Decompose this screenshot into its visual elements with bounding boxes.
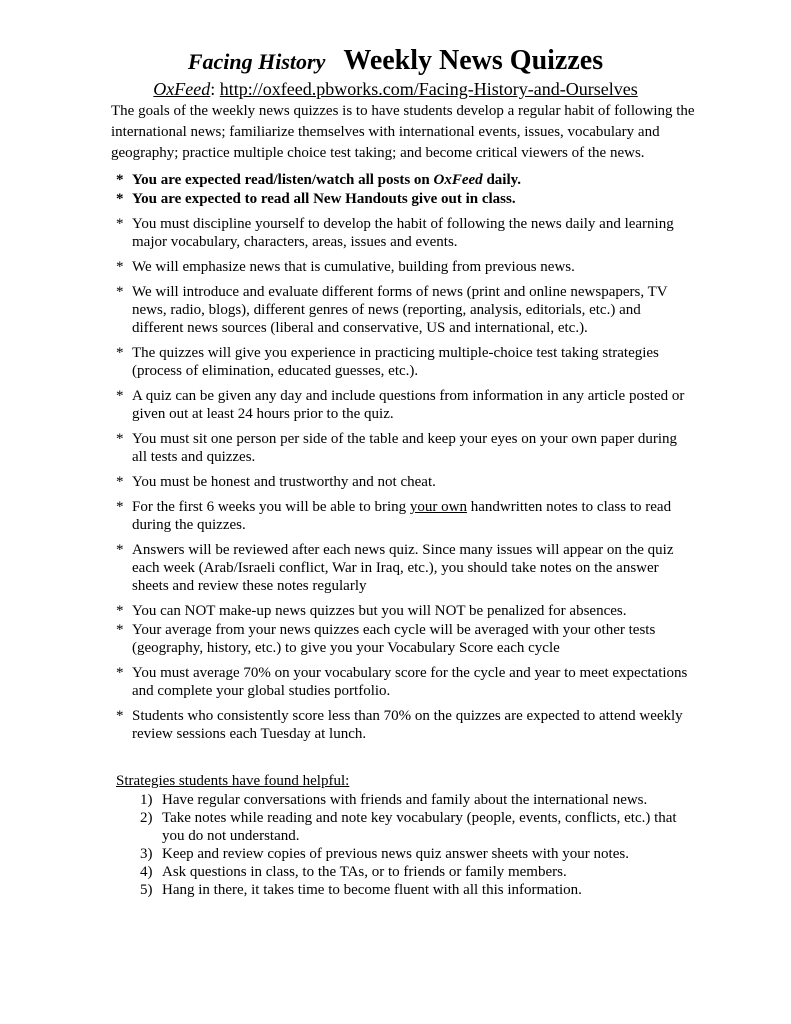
rule-text: We will introduce and evaluate different forms of news (print and online newspapers, TV news, radio, blogs), different genres of news (reporting, analysis, editorials, etc.) and different news sources (liberal and conservative, US and international, etc.).	[132, 284, 668, 336]
rule-text-before: You are expected read/listen/watch all posts on	[132, 172, 434, 188]
bullet-star: *	[116, 216, 124, 232]
strategies-list	[116, 791, 691, 899]
bullet-star: *	[116, 284, 124, 300]
rule-item	[116, 430, 691, 466]
bullet-star: *	[116, 542, 124, 558]
bullet-star: *	[116, 474, 124, 490]
strategy-number: 1)	[140, 792, 153, 808]
bullet-star: *	[116, 172, 124, 188]
strategy-number: 2)	[140, 810, 153, 826]
rule-text: You must average 70% on your vocabulary score for the cycle and year to meet expectations and complete your global studies portfolio.	[132, 665, 688, 699]
rule-item	[116, 387, 691, 423]
rule-text-after: handwritten notes to class to read during the quizzes.	[132, 499, 672, 533]
bullet-star: *	[116, 345, 124, 361]
rule-item	[116, 171, 691, 189]
strategy-item	[116, 809, 691, 845]
oxfeed-url-link[interactable]: http://oxfeed.pbworks.com/Facing-History-and-Ourselves	[219, 79, 638, 99]
rule-item	[116, 473, 691, 491]
rule-text: Answers will be reviewed after each news quiz. Since many issues will appear on the quiz each week (Arab/Israeli conflict, War in Iraq, etc.), you should take notes on the answer sheets and review these notes regularly	[132, 542, 674, 594]
rule-text: You can NOT make-up news quizzes but you will NOT be penalized for absences.	[132, 603, 627, 619]
bullet-star: *	[116, 259, 124, 275]
rule-text: You must discipline yourself to develop the habit of following the news daily and learning major vocabulary, characters, areas, issues and events.	[132, 216, 674, 250]
rule-item	[116, 541, 691, 595]
rule-item	[116, 498, 691, 534]
strategy-number: 5)	[140, 882, 153, 898]
bullet-star: *	[116, 622, 124, 638]
rule-text: Students who consistently score less than 70% on the quizzes are expected to attend weekly review sessions each Tuesday at lunch.	[132, 708, 683, 742]
rule-item	[116, 215, 691, 251]
rule-text: You are expected to read all New Handouts give out in class.	[132, 191, 516, 207]
oxfeed-label: OxFeed	[153, 79, 211, 99]
strategy-number: 3)	[140, 846, 153, 862]
strategy-text: Take notes while reading and note key vocabulary (people, events, conflicts, etc.) that you do not understand.	[162, 810, 677, 844]
strategies-section	[116, 772, 691, 899]
rule-item	[116, 664, 691, 700]
rule-text: A quiz can be given any day and include questions from information in any article posted or given out at least 24 hours prior to the quiz.	[132, 388, 685, 422]
strategy-item	[116, 881, 691, 899]
strategies-heading: Strategies students have found helpful:	[116, 773, 350, 789]
rule-item	[116, 283, 691, 337]
bullet-star: *	[116, 499, 124, 515]
rules-list	[116, 171, 691, 750]
rule-text: You must be honest and trustworthy and not cheat.	[132, 474, 436, 490]
title-weekly-news-quizzes: Weekly News Quizzes	[343, 45, 604, 76]
subtitle-line	[0, 80, 791, 100]
strategy-text: Ask questions in class, to the TAs, or to friends or family members.	[162, 864, 567, 880]
rule-text-underlined: your own	[409, 499, 467, 515]
rule-text-after: daily.	[482, 172, 522, 188]
bullet-star: *	[116, 191, 124, 207]
rule-item	[116, 258, 691, 276]
bullet-star: *	[116, 708, 124, 724]
rule-text-emphasis: OxFeed	[433, 172, 483, 188]
rule-text: You must sit one person per side of the table and keep your eyes on your own paper during all tests and quizzes.	[132, 431, 678, 465]
bullet-star: *	[116, 603, 124, 619]
bullet-star: *	[116, 665, 124, 681]
rule-item	[116, 190, 691, 208]
bullet-star: *	[116, 388, 124, 404]
bullet-star: *	[116, 431, 124, 447]
strategy-text: Have regular conversations with friends and family about the international news.	[162, 792, 648, 808]
rule-text: We will emphasize news that is cumulative, building from previous news.	[132, 259, 575, 275]
strategy-item	[116, 863, 691, 881]
rule-text-before: For the first 6 weeks you will be able to bring	[132, 499, 410, 515]
intro-paragraph: The goals of the weekly news quizzes is to have students develop a regular habit of following the international news; familiarize themselves with international events, issues, vocabulary and geography; practice multiple choice test taking; and become critical viewers of the news.	[111, 103, 695, 161]
strategy-text: Hang in there, it takes time to become fluent with all this information.	[162, 882, 582, 898]
rule-item	[116, 344, 691, 380]
title-facing-history: Facing History	[187, 49, 326, 74]
page-title	[0, 46, 791, 77]
strategy-item	[116, 791, 691, 809]
strategy-number: 4)	[140, 864, 153, 880]
rule-text: Your average from your news quizzes each cycle will be averaged with your other tests (geography, history, etc.) to give you your Vocabulary Score each cycle	[132, 622, 656, 656]
rule-item	[116, 707, 691, 743]
strategy-text: Keep and review copies of previous news quiz answer sheets with your notes.	[162, 846, 629, 862]
strategy-item	[116, 845, 691, 863]
subtitle-colon: :	[210, 79, 220, 99]
rule-text: The quizzes will give you experience in practicing multiple-choice test taking strategies (process of elimination, educated guesses, etc.).	[132, 345, 659, 379]
rule-item	[116, 621, 691, 657]
rule-item	[116, 602, 691, 620]
